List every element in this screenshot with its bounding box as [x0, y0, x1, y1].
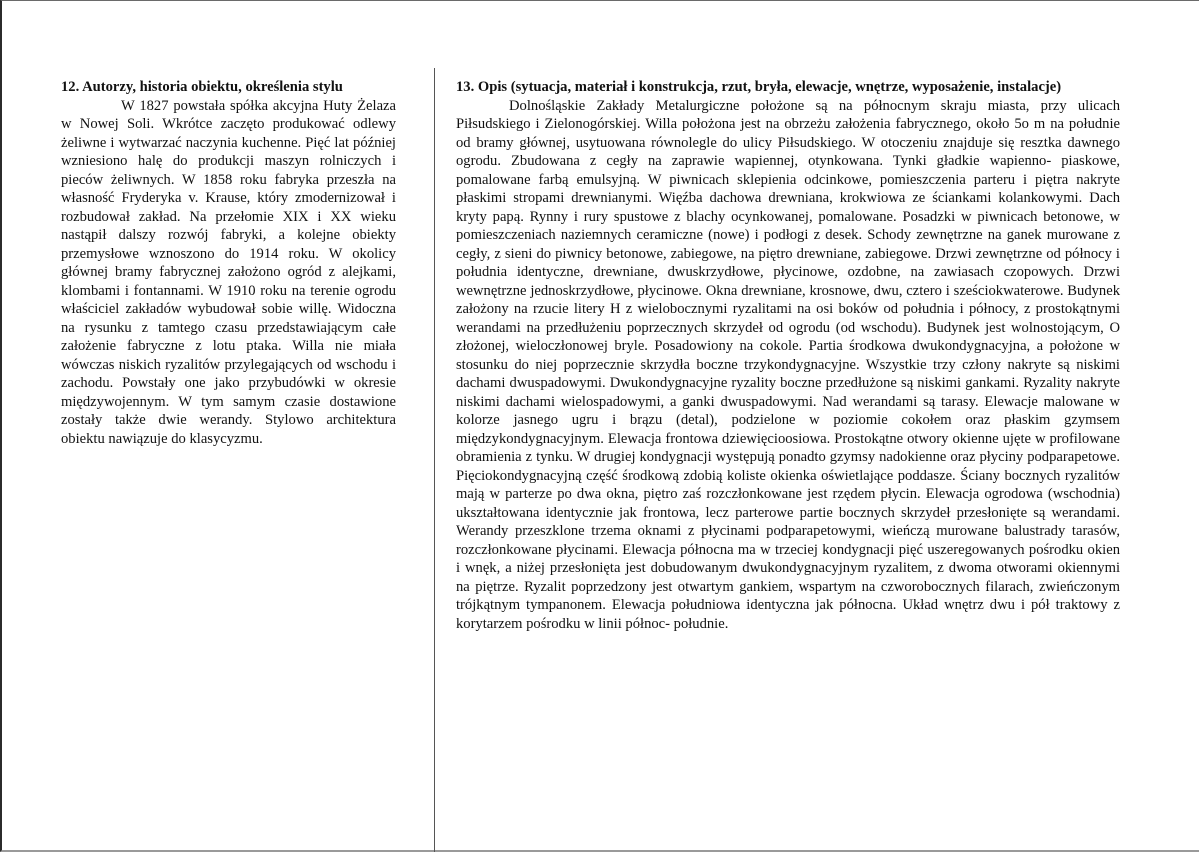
section-12-body: W 1827 powstała spółka akcyjna Huty Żelaza w Nowej Soli. Wkrótce zaczęto produkować odlewy żeliwne i wytwarzać naczynia kuchenne. Pięć lat później wzniesiono halę do produkcji maszyn rolniczych i pieców żeliwnych. W 1858 roku fabryka przeszła na własność Fryderyka v. Krause, który zmodernizował i rozbudował zakład. Na przełomie XIX i XX wieku nastąpił dalszy rozwój fabryki, a kolejne obiekty przemysłowe wznoszono do 1914 roku. W okolicy głównej bramy fabrycznej założono ogród z alejkami, klombami i fontannami. W 1910 roku na terenie ogrodu właściciel zakładów wybudował sobie willę. Widoczna na rysunku z tamtego czasu przedstawiającym całe założenie fabryczne z lotu ptaka. Willa nie miała wówczas niskich ryzalitów przylegających od wschodu i zachodu. Powstały one jako przybudówki w okresie międzywojennym. W tym samym czasie dostawione zostały także dwie werandy. Stylowo architektura obiektu nawiązuje do klasycyzmu. — [61, 97, 396, 447]
section-12-column — [61, 78, 396, 448]
section-13-column — [456, 78, 1120, 633]
column-divider — [434, 68, 435, 852]
section-13-heading: 13. Opis (sytuacja, materiał i konstrukcja, rzut, bryła, elewacje, wnętrze, wyposażenie, instalacje) — [456, 79, 1062, 95]
section-12-heading: 12. Autorzy, historia obiektu, określenia stylu — [61, 79, 343, 95]
section-13-body: Dolnośląskie Zakłady Metalurgiczne położone są na północnym skraju miasta, przy ulicach Piłsudskiego i Zielonogórskiej. Willa położona jest na obrzeżu założenia fabrycznego, około 5o m na południe od bramy głównej, usytuowana równolegle do ulicy Piłsudskiego. W otoczeniu znajduje się resztka dawnego ogrodu. Zbudowana z cegły na zaprawie wapiennej, otynkowana. Tynki gładkie wapienno- piaskowe, pomalowane farbą emulsyjną. W piwnicach sklepienia odcinkowe, pomieszczenia parteru i piętra nakryte płaskimi stropami drewnianymi. Więźba dachowa drewniana, krokwiowa ze ściankami kolankowymi. Dach kryty papą. Rynny i rury spustowe z blachy ocynkowanej, pomalowane. Posadzki w piwnicach betonowe, w pomieszczeniach naziemnych ceramiczne (nowe) i podłogi z desek. Schody zewnętrzne na ganek murowane z cegły, z sieni do piwnicy betonowe, zabiegowe, na piętro drewniane, zabiegowe. Drzwi zewnętrzne od północy i południa identyczne, drewniane, dwuskrzydłowe, płycinowe, ozdobne, na zawiasach czopowych. Drzwi wewnętrzne jednoskrzydłowe, płycinowe. Okna drewniane, krosnowe, dwu, cztero i sześciokwaterowe. Budynek założony na rzucie litery H z wielobocznymi ryzalitami na osi boków od południa i północy, z prostokątnymi werandami na przedłużeniu poprzecznych skrzydeł od ogrodu (od wschodu). Budynek jest wolnostojącym, O złożonej, wieloczłonowej bryle. Posadowiony na cokole. Partia środkowa dwukondygnacyjna, a położone w stosunku do niej poprzecznie skrzydła boczne trzykondygnacyjne. Wszystkie trzy człony nakryte są niskimi dachami dwuspadowymi. Dwukondygnacyjne ryzality boczne przedłużone są niskimi gankami. Ryzality nakryte niskimi dachami wielospadowymi, a ganki dwuspadowymi. Nad werandami są tarasy. Elewacje malowane w kolorze jasnego ugru i brązu (detal), podzielone w poziomie cokołem oraz płaskim gzymsem międzykondygnacyjnym. Elewacja frontowa dziewięcioosiowa. Prostokątne otwory okienne ujęte w profilowane obramienia z tynku. W drugiej kondygnacji występują ponadto gzymsy nadokienne oraz płyciny podparapetowe. Pięciokondygnacyjną część środkową zdobią koliste okienka oświetlające poddasze. Ściany bocznych ryzalitów mają w parterze po dwa okna, piętro zaś rozczłonkowane jest rzędem płycin. Elewacja ogrodowa (wschodnia) ukształtowana identycznie jak frontowa, lecz parterowe partie bocznych skrzydeł przesłonięte są werandami. Werandy przeszklone trzema oknami z płycinami podparapetowymi, wieńczą murowane balustrady tarasów, rozczłonkowane płycinami. Elewacja północna ma w trzeciej kondygnacji pięć uszeregowanych pośrodku okien i wnęk, a niżej przesłonięta jest dobudowanym dwukondygnacyjnym ryzalitem, z dwoma otworami okiennymi na piętrze. Ryzalit poprzedzony jest otwartym gankiem, wspartym na czworobocznych filarach, zwieńczonym trójkątnym tympanonem. Elewacja południowa identyczna jak północna. Układ wnętrz dwu i pół traktowy z korytarzem pośrodku w linii północ- południe. — [456, 97, 1120, 632]
